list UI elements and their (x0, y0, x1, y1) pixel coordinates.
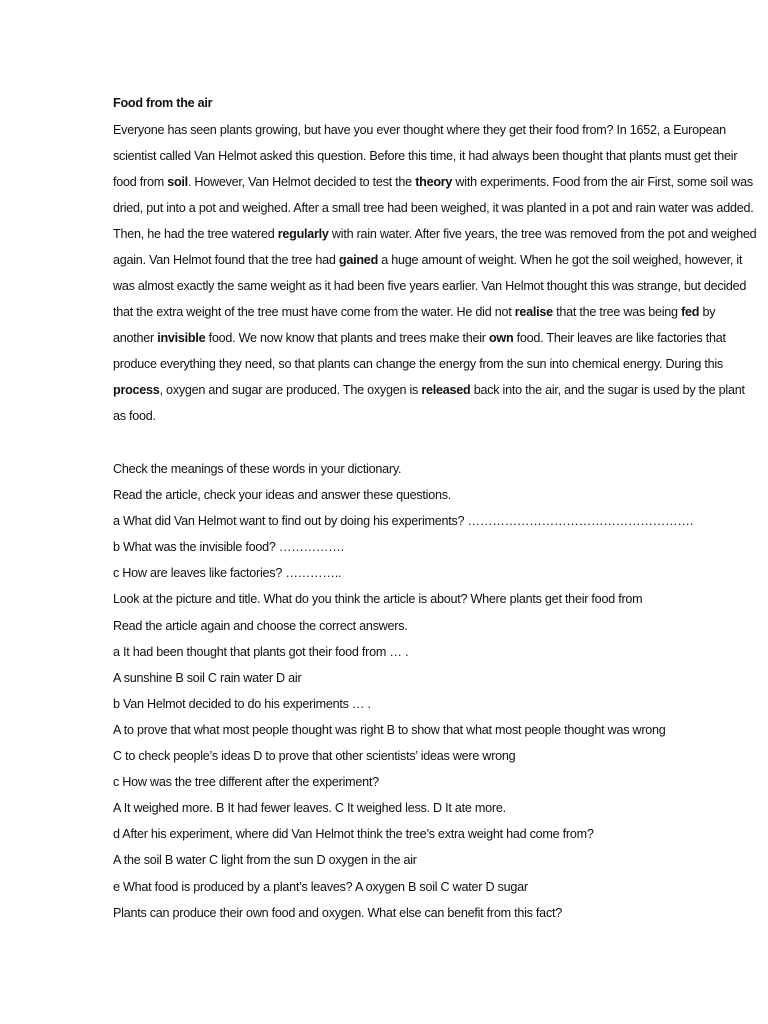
keyword: invisible (157, 331, 206, 345)
document-page (113, 93, 758, 926)
exercise-line: Look at the picture and title. What do you think the article is about? Where plants get their food from (113, 592, 643, 607)
article-text: that the tree was being (552, 305, 682, 319)
exercise-line: Read the article, check your ideas and answer these questions. (113, 488, 452, 503)
exercise-line: a It had been thought that plants got their food from … . (113, 644, 409, 659)
exercise-line: a What did Van Helmot want to find out by doing his experiments? ………………………………………………. (113, 514, 693, 529)
keyword: soil (167, 175, 188, 189)
article-text: by another (113, 305, 716, 345)
keyword: released (421, 383, 471, 397)
keyword: regularly (277, 227, 329, 241)
article-title: Food from the air (113, 96, 213, 110)
keyword: theory (415, 175, 453, 189)
exercise-line: d After his experiment, where did Van Helmot think the tree’s extra weight had come from? (113, 827, 594, 842)
article-text: , oxygen and sugar are produced. The oxygen is (159, 383, 422, 397)
exercise-line: A It weighed more. B It had fewer leaves. C It weighed less. D It ate more. (113, 801, 506, 816)
keyword: gained (338, 253, 379, 267)
keyword: own (488, 331, 514, 345)
article-text: food. Their leaves are like factories that produce everything they need, so that plants can change the energy from the sun into chemical energy. During this (113, 331, 726, 371)
exercise-line: Check the meanings of these words in your dictionary. (113, 462, 402, 476)
keyword: fed (681, 305, 700, 319)
article-text: with experiments. Food from the air First, some soil was dried, put into a pot and weighed. After a small tree had been weighed, it was planted in a pot and rain water was added. Then, he had the tree watered (113, 175, 754, 241)
article-text: Everyone has seen plants growing, but have you ever thought where they get their food from? In 1652, a European scientist called Van Helmot asked this question. Before this time, it had always been thought that plants must get their food from (113, 123, 738, 189)
exercise-line: b Van Helmot decided to do his experiments … . (113, 696, 371, 711)
section-gap (113, 429, 758, 456)
exercise-line: Plants can produce their own food and oxygen. What else can benefit from this fact? (113, 905, 562, 920)
exercise-line: b What was the invisible food? ……………. (113, 540, 344, 555)
keyword: process (113, 383, 160, 397)
exercise-line: Read the article again and choose the correct answers. (113, 618, 408, 633)
article-text: a huge amount of weight. When he got the soil weighed, however, it was almost exactly the same weight as it had been five years earlier. Van Helmot thought this was strange, but decided that the extra weight of the tree must have come from the water. He did not (113, 253, 747, 319)
exercise-line: C to check people’s ideas D to prove that other scientists’ ideas were wrong (113, 749, 516, 764)
exercise-line: e What food is produced by a plant’s leaves? A oxygen B soil C water D sugar (113, 879, 528, 894)
keyword: realise (514, 305, 553, 319)
exercise-line: A sunshine B soil C rain water D air (113, 670, 302, 685)
article-body (113, 117, 758, 429)
exercise-line: c How are leaves like factories? ………….. (113, 566, 342, 581)
article-text: . However, Van Helmot decided to test the (187, 175, 416, 189)
exercise-line: c How was the tree different after the experiment? (113, 775, 379, 790)
exercise-line: A the soil B water C light from the sun D oxygen in the air (113, 853, 417, 868)
exercise-line: A to prove that what most people thought was right B to show that what most people thought was wrong (113, 722, 666, 737)
article-text: food. We now know that plants and trees make their (205, 331, 489, 345)
article-text: with rain water. After five years, the tree was removed from the pot and weighed again. Van Helmot found that the tree had (113, 227, 757, 267)
article-text: back into the air, and the sugar is used by the plant as food. (113, 383, 745, 423)
exercise-list (113, 456, 758, 926)
